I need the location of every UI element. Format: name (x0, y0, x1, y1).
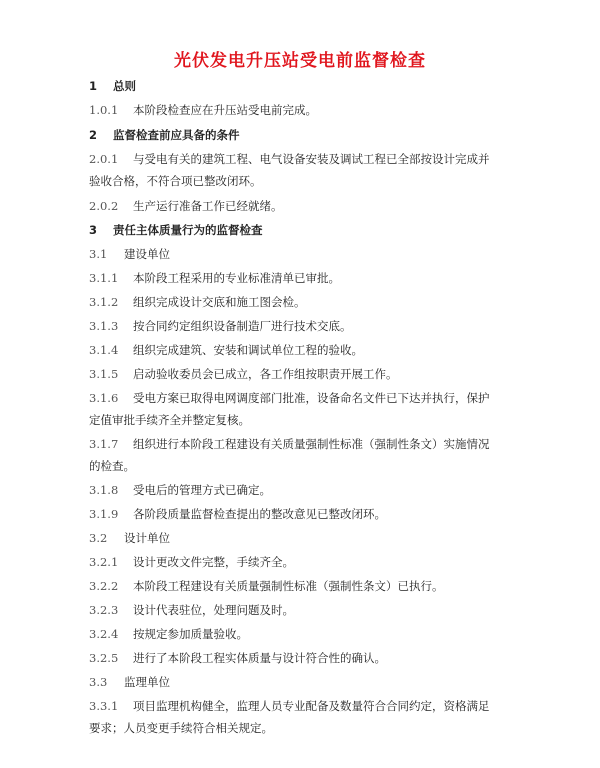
section-number: 1 (89, 79, 98, 93)
clause-text: 各阶段质量监督检查提出的整改意见已整改闭环。 (133, 507, 386, 521)
clause-number: 3.3.1 (89, 699, 119, 713)
clause-number: 2.0.1 (89, 152, 119, 166)
clause-number: 3.1.2 (89, 295, 119, 309)
clause-text: 受电方案已取得电网调度部门批准，设备命名文件已下达并执行，保护 (133, 391, 490, 405)
subsection-number: 3.3 (89, 675, 108, 689)
clause-number: 3.1.1 (89, 271, 119, 285)
clause-number: 3.2.4 (89, 627, 119, 641)
clause-number: 3.2.2 (89, 579, 119, 593)
clause-3-1-6 (89, 390, 521, 406)
clause-text: 组织完成设计交底和施工图会检。 (133, 295, 306, 309)
clause-text: 设计更改文件完整，手续齐全。 (133, 555, 294, 569)
clause-3-1-5 (89, 366, 521, 382)
clause-3-1-8 (89, 482, 521, 498)
clause-text: 生产运行准备工作已经就绪。 (133, 199, 283, 213)
clause-3-1-4 (89, 342, 521, 358)
clause-3-2-4 (89, 626, 521, 642)
subsection-title: 设计单位 (124, 531, 170, 545)
clause-text: 本阶段工程采用的专业标准清单已审批。 (133, 271, 340, 285)
clause-text: 与受电有关的建筑工程、电气设备安装及调试工程已全部按设计完成并 (133, 152, 490, 166)
subsection-3-2 (89, 530, 521, 546)
clause-text: 项目监理机构健全，监理人员专业配备及数量符合合同约定，资格满足 (133, 699, 490, 713)
subsection-title: 监理单位 (124, 675, 170, 689)
clause-3-1-6-cont (89, 412, 521, 428)
section-title: 监督检查前应具备的条件 (113, 128, 240, 142)
clause-text: 进行了本阶段工程实体质量与设计符合性的确认。 (133, 651, 386, 665)
clause-2-0-2 (89, 198, 521, 214)
section-heading-1 (89, 78, 521, 94)
clause-number: 3.2.3 (89, 603, 119, 617)
section-title: 责任主体质量行为的监督检查 (113, 223, 263, 237)
clause-3-1-9 (89, 506, 521, 522)
clause-3-3-1 (89, 698, 521, 714)
clause-number: 3.2.5 (89, 651, 119, 665)
subsection-title: 建设单位 (124, 247, 170, 261)
clause-number: 3.1.9 (89, 507, 119, 521)
subsection-3-1 (89, 246, 521, 262)
clause-3-3-1-cont (89, 720, 521, 736)
clause-text-continued: 定值审批手续齐全并整定复核。 (89, 413, 250, 427)
clause-text-continued: 要求；人员变更手续符合相关规定。 (89, 721, 273, 735)
clause-text: 按合同约定组织设备制造厂进行技术交底。 (133, 319, 352, 333)
clause-number: 2.0.2 (89, 199, 119, 213)
clause-number: 3.1.3 (89, 319, 119, 333)
clause-text: 本阶段检查应在升压站受电前完成。 (133, 103, 317, 117)
clause-text: 启动验收委员会已成立，各工作组按职责开展工作。 (133, 367, 398, 381)
clause-number: 3.1.5 (89, 367, 119, 381)
clause-3-1-3 (89, 318, 521, 334)
clause-2-0-1-cont (89, 173, 521, 189)
section-heading-2 (89, 127, 521, 143)
clause-number: 3.1.8 (89, 483, 119, 497)
subsection-3-3 (89, 674, 521, 690)
clause-text: 按规定参加质量验收。 (133, 627, 248, 641)
clause-3-2-3 (89, 602, 521, 618)
clause-3-1-7 (89, 436, 521, 452)
clause-text: 本阶段工程建设有关质量强制性标准（强制性条文）已执行。 (133, 579, 444, 593)
clause-3-1-7-cont (89, 458, 521, 474)
clause-text: 设计代表驻位，处理问题及时。 (133, 603, 294, 617)
clause-3-1-2 (89, 294, 521, 310)
clause-text-continued: 的检查。 (89, 459, 135, 473)
section-number: 2 (89, 128, 98, 142)
clause-3-2-1 (89, 554, 521, 570)
clause-number: 3.1.7 (89, 437, 119, 451)
section-number: 3 (89, 223, 98, 237)
clause-text: 组织进行本阶段工程建设有关质量强制性标准（强制性条文）实施情况 (133, 437, 490, 451)
clause-1-0-1 (89, 102, 521, 118)
clause-number: 3.1.4 (89, 343, 119, 357)
clause-3-2-2 (89, 578, 521, 594)
page-title: 光伏发电升压站受电前监督检查 (174, 51, 426, 71)
section-heading-3 (89, 222, 521, 238)
clause-2-0-1 (89, 151, 521, 167)
subsection-number: 3.2 (89, 531, 108, 545)
clause-3-2-5 (89, 650, 521, 666)
subsection-number: 3.1 (89, 247, 108, 261)
clause-text: 组织完成建筑、安装和调试单位工程的验收。 (133, 343, 363, 357)
clause-3-1-1 (89, 270, 521, 286)
clause-text: 受电后的管理方式已确定。 (133, 483, 271, 497)
section-title: 总则 (113, 79, 136, 93)
clause-text-continued: 验收合格，不符合项已整改闭环。 (89, 174, 262, 188)
clause-number: 1.0.1 (89, 103, 119, 117)
clause-number: 3.2.1 (89, 555, 119, 569)
clause-number: 3.1.6 (89, 391, 119, 405)
